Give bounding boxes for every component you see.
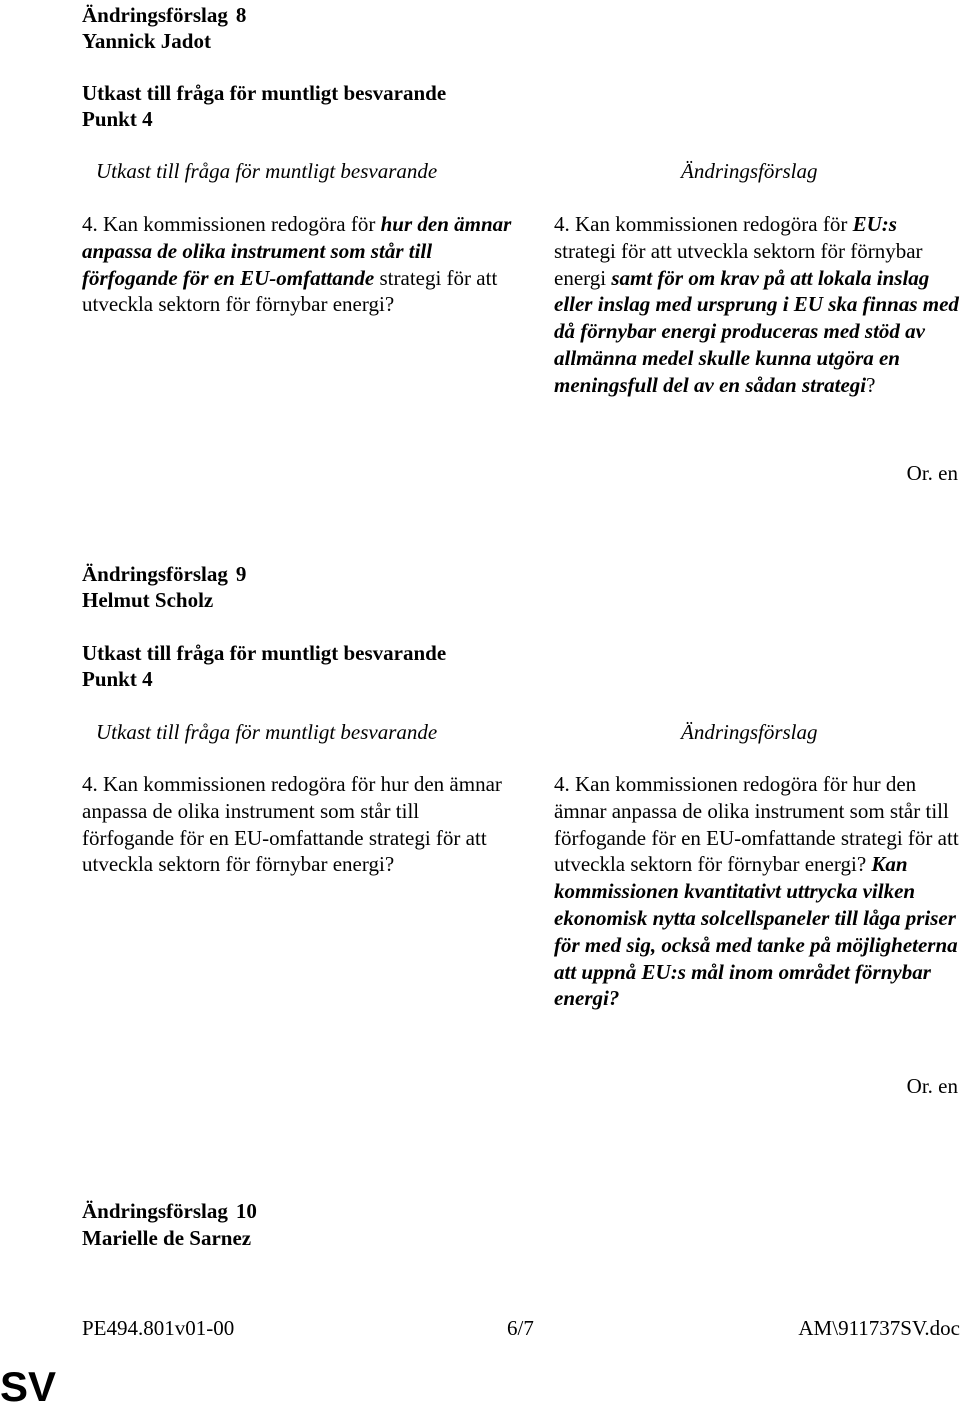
left-column-header: Utkast till fråga för muntligt besvarande	[96, 159, 438, 183]
draft-title: Utkast till fråga för muntligt besvarande	[82, 81, 447, 105]
text-run: 4. Kan kommissionen redogöra för hur den ämnar anpassa de olika instrument som står till förfogande för en EU-omfattande strategi för att utveckla sektorn för förnybar energi?	[554, 772, 959, 877]
text-run: 4. Kan kommissionen redogöra för	[82, 212, 381, 236]
left-column-text	[82, 771, 502, 878]
right-column-text	[554, 771, 960, 1012]
text-run: 4. Kan kommissionen redogöra för hur den ämnar anpassa de olika instrument som står till förfogande för en EU-omfattande strategi för att utveckla sektorn för förnybar energi?	[82, 772, 502, 877]
amendment-8-heading	[82, 1, 246, 30]
left-column-header: Utkast till fråga för muntligt besvarande	[96, 720, 438, 744]
text-run-bold-italic: samt för om krav på att lokala inslag eller inslag med ursprung i EU ska finnas med då förnybar energi produceras med stöd av allmänna medel skulle kunna utgöra en meningsfull del av en sådan strategi	[554, 265, 959, 397]
text-run: 4. Kan kommissionen redogöra för	[554, 212, 853, 236]
right-column-header: Ändringsförslag	[681, 720, 818, 744]
footer-doc-id: AM\911737SV.doc	[798, 1316, 960, 1340]
text-run-bold-italic: hur den ämnar anpassa de olika instrument som står till förfogande för en EU-omfattande	[82, 212, 512, 290]
draft-title: Utkast till fråga för muntligt besvarande	[82, 641, 447, 665]
amendment-number: 8	[235, 3, 247, 27]
right-column-header: Ändringsförslag	[681, 159, 818, 183]
amendment-author: Helmut Scholz	[82, 588, 214, 612]
amendment-number: 9	[235, 562, 247, 586]
text-run-bold-italic: Kan kommissionen kvantitativt uttrycka vilken ekonomisk nytta solcellspaneler till låga priser för med sig, också med tanke på möjligheterna att uppnå EU:s mål inom området förnybar energi?	[554, 852, 958, 1011]
text-run-bold-italic: EU:s	[852, 212, 897, 236]
amendment-number: 10	[235, 1199, 257, 1223]
original-language: Or. en	[906, 1074, 958, 1098]
amendment-heading-label: Ändringsförslag	[82, 1199, 228, 1223]
text-run: ?	[866, 372, 876, 397]
amendment-9-heading	[82, 560, 246, 589]
amendment-author: Marielle de Sarnez	[82, 1226, 252, 1250]
left-column-text	[82, 211, 514, 318]
text-run: strategi för att utveckla sektorn för förnybar energi?	[82, 265, 498, 317]
original-language: Or. en	[906, 461, 958, 485]
right-column-text	[554, 211, 960, 399]
amendment-10-heading	[82, 1197, 257, 1226]
footer-page-number: 6/7	[507, 1316, 534, 1340]
language-code: SV	[0, 1363, 57, 1410]
amendment-heading-label: Ändringsförslag	[82, 562, 228, 586]
amendment-heading-label: Ändringsförslag	[82, 3, 228, 27]
text-run: strategi för att utveckla sektorn för förnybar energi	[554, 238, 923, 290]
amendment-author: Yannick Jadot	[82, 29, 211, 53]
point-label: Punkt 4	[82, 667, 153, 691]
footer-reference: PE494.801v01-00	[82, 1316, 235, 1340]
point-label: Punkt 4	[82, 107, 153, 131]
